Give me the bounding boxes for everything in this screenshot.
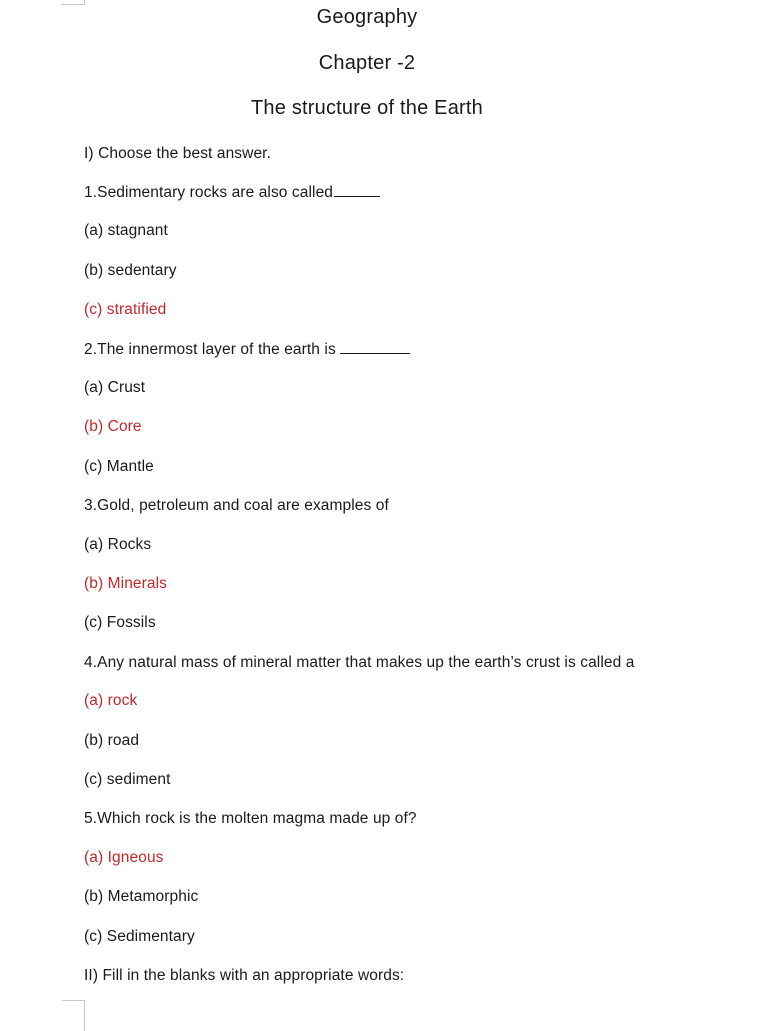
section-heading-choose: I) Choose the best answer.	[84, 145, 271, 162]
page-corner-mark-bottom	[62, 1000, 85, 1031]
option-5b: (b) Metamorphic	[84, 888, 199, 905]
chapter-title: Chapter -2	[318, 52, 416, 74]
question-text: 1.Sedimentary rocks are also called	[84, 184, 334, 201]
option-5c: (c) Sedimentary	[84, 928, 195, 945]
option-4b: (b) road	[84, 732, 140, 749]
page-title: The structure of the Earth	[251, 97, 483, 119]
option-4c: (c) sediment	[84, 771, 171, 788]
option-3b: (b) Minerals	[84, 575, 168, 592]
question-5: 5.Which rock is the molten magma made up of?	[84, 810, 417, 827]
question-4: 4.Any natural mass of mineral matter that makes up the earth’s crust is called a	[84, 654, 635, 671]
question-1	[84, 184, 380, 202]
page-corner-mark-top	[62, 0, 85, 5]
option-3c: (c) Fossils	[84, 614, 156, 631]
question-3: 3.Gold, petroleum and coal are examples of	[84, 497, 389, 514]
option-1b: (b) sedentary	[84, 262, 177, 279]
option-4a: (a) rock	[84, 692, 138, 709]
question-2	[84, 341, 410, 359]
answer-blank	[334, 195, 380, 197]
option-3a: (a) Rocks	[84, 536, 152, 553]
option-2c: (c) Mantle	[84, 458, 154, 475]
option-2a: (a) Crust	[84, 379, 146, 396]
section-heading-fill-blanks: II) Fill in the blanks with an appropriate words:	[84, 967, 405, 984]
option-1a: (a) stagnant	[84, 222, 168, 239]
option-5a: (a) Igneous	[84, 849, 164, 866]
option-1c: (c) stratified	[84, 301, 167, 318]
question-text: 2.The innermost layer of the earth is	[84, 341, 336, 358]
answer-blank	[340, 352, 410, 354]
subject-title: Geography	[316, 6, 418, 28]
option-2b: (b) Core	[84, 418, 142, 435]
